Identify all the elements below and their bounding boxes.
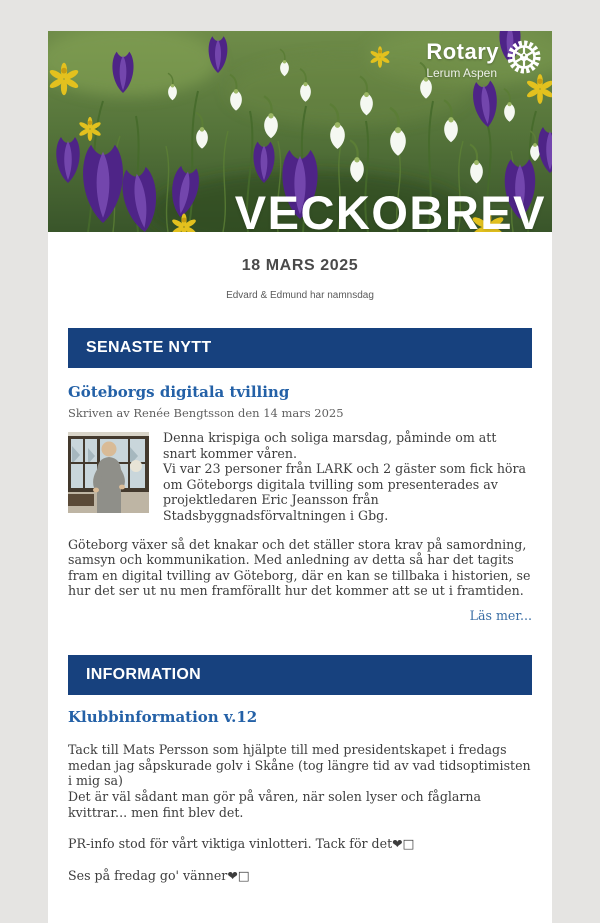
article-paragraph: Vi var 23 personer från LARK och 2 gäster som fick höra om Göteborgs digitala tvilling som presenterades av projektledaren Eric Jeansson från Stadsbyggnadsförvaltningen i Gbg. [163, 461, 527, 524]
nameday-text: Edvard & Edmund har namnsdag [226, 290, 374, 301]
section-banner-label: INFORMATION [86, 666, 201, 684]
article-paragraph: Denna krispiga och soliga marsdag, påminde om att snart kommer våren. [163, 430, 497, 461]
hero-image [48, 31, 552, 232]
club-info-body [68, 742, 532, 883]
article-paragraph: Göteborg växer så det knakar och det ställer stora krav på samordning, samsyn och kommunikation. Med anledning av detta så har det tagits fram en digital tvilling av Göteborg, där en kan se tillbaka i historien, se hur det ser ut nu men framförallt hur det kommer att se ut i framtiden. [68, 536, 531, 599]
article-byline: Skriven av Renée Bengtsson den 14 mars 2025 [68, 406, 344, 420]
info-paragraph [68, 742, 532, 820]
speaker-photo [68, 432, 149, 513]
rotary-wheel-icon [506, 39, 542, 75]
newsletter-page [48, 0, 552, 923]
newsletter-body [48, 232, 552, 923]
section-banner-senaste-nytt [68, 328, 532, 368]
issue-date: 18 MARS 2025 [241, 257, 359, 274]
info-text: Det är väl sådant man gör på våren, när solen lyser och fåglarna kvittrar... men fint blev det. [68, 788, 482, 820]
newsletter-sheet [48, 31, 552, 923]
read-more-link[interactable]: Läs mer... [469, 608, 532, 624]
section-banner-label: SENASTE NYTT [86, 339, 212, 356]
article-body [68, 430, 532, 599]
info-paragraph: Ses på fredag go' vänner❤□ [68, 867, 250, 883]
info-text: Tack till Mats Persson som hjälpte till med presidentskapet i fredags medan jag såpskurade golv i Skåne (tog längre tid av vad tidsoptimisten i mig sa) [68, 742, 531, 789]
section-banner-information [68, 655, 532, 695]
info-paragraph: PR-info stod för vårt viktiga vinlotteri. Tack för det❤□ [68, 836, 415, 852]
rotary-logo [426, 41, 542, 80]
article-title-link[interactable]: Göteborgs digitala tvilling [68, 383, 290, 401]
newsletter-title: VECKOBREV [234, 186, 546, 232]
rotary-club-name: Lerum Aspen [426, 66, 498, 80]
club-info-title-link[interactable]: Klubbinformation v.12 [68, 708, 258, 727]
rotary-wordmark: Rotary [426, 39, 499, 64]
